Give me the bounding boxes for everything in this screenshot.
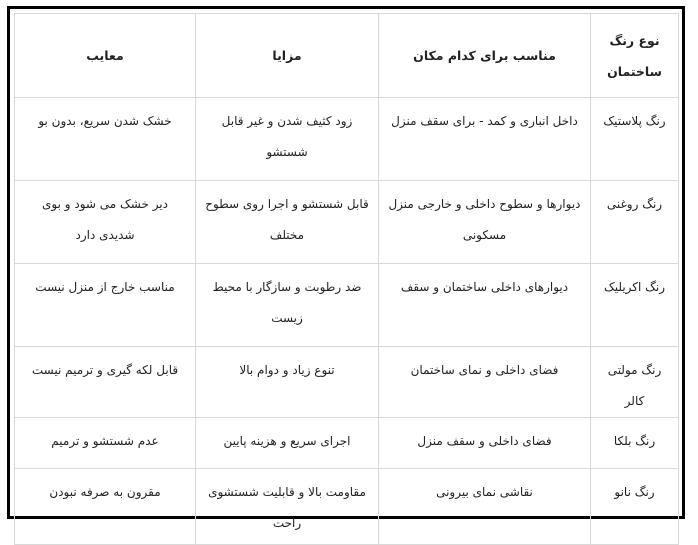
table-header-row bbox=[15, 14, 679, 98]
table-row bbox=[15, 98, 679, 181]
header-cons: معایب bbox=[15, 14, 196, 98]
table-row bbox=[15, 469, 679, 545]
cell-pros: اجرای سریع و هزینه پایین bbox=[196, 418, 379, 469]
table-row bbox=[15, 181, 679, 264]
cell-paint-type: رنگ روغنی bbox=[591, 181, 679, 264]
cell-suitable-place: نقاشی نمای بیرونی bbox=[379, 469, 591, 545]
cell-cons: مقرون به صرفه نبودن bbox=[15, 469, 196, 545]
cell-paint-type: رنگ اکریلیک bbox=[591, 264, 679, 347]
cell-suitable-place: دیوارها و سطوح داخلی و خارجی منزل مسکونی bbox=[379, 181, 591, 264]
cell-suitable-place: داخل انباری و کمد - برای سقف منزل bbox=[379, 98, 591, 181]
cell-paint-type: رنگ مولتی کالر bbox=[591, 347, 679, 418]
cell-pros: زود کثیف شدن و غیر قابل شستشو bbox=[196, 98, 379, 181]
header-suitable-place: مناسب برای کدام مکان bbox=[379, 14, 591, 98]
table-frame bbox=[7, 6, 685, 530]
cell-pros: ضد رطوبت و سازگار با محیط زیست bbox=[196, 264, 379, 347]
header-paint-type: نوع رنگ ساختمان bbox=[591, 14, 679, 98]
cell-cons: خشک شدن سریع، بدون بو bbox=[15, 98, 196, 181]
cell-pros: مقاومت بالا و قابلیت شستشوی راحت bbox=[196, 469, 379, 545]
table-row bbox=[15, 418, 679, 469]
cell-suitable-place: فضای داخلی و سقف منزل bbox=[379, 418, 591, 469]
cell-cons: دیر خشک می شود و بوی شدیدی دارد bbox=[15, 181, 196, 264]
table-row bbox=[15, 347, 679, 418]
paint-comparison-table bbox=[14, 13, 679, 545]
cell-paint-type: رنگ نانو bbox=[591, 469, 679, 545]
cell-paint-type: رنگ بلکا bbox=[591, 418, 679, 469]
cell-suitable-place: دیوارهای داخلی ساختمان و سقف bbox=[379, 264, 591, 347]
table-row bbox=[15, 264, 679, 347]
cell-cons: عدم شستشو و ترمیم bbox=[15, 418, 196, 469]
cell-paint-type: رنگ پلاستیک bbox=[591, 98, 679, 181]
header-pros: مزایا bbox=[196, 14, 379, 98]
cell-cons: مناسب خارج از منزل نیست bbox=[15, 264, 196, 347]
cell-suitable-place: فضای داخلی و نمای ساختمان bbox=[379, 347, 591, 418]
cell-pros: تنوع زیاد و دوام بالا bbox=[196, 347, 379, 418]
cell-pros: قابل شستشو و اجرا روی سطوح مختلف bbox=[196, 181, 379, 264]
cell-cons: قابل لکه گیری و ترمیم نیست bbox=[15, 347, 196, 418]
